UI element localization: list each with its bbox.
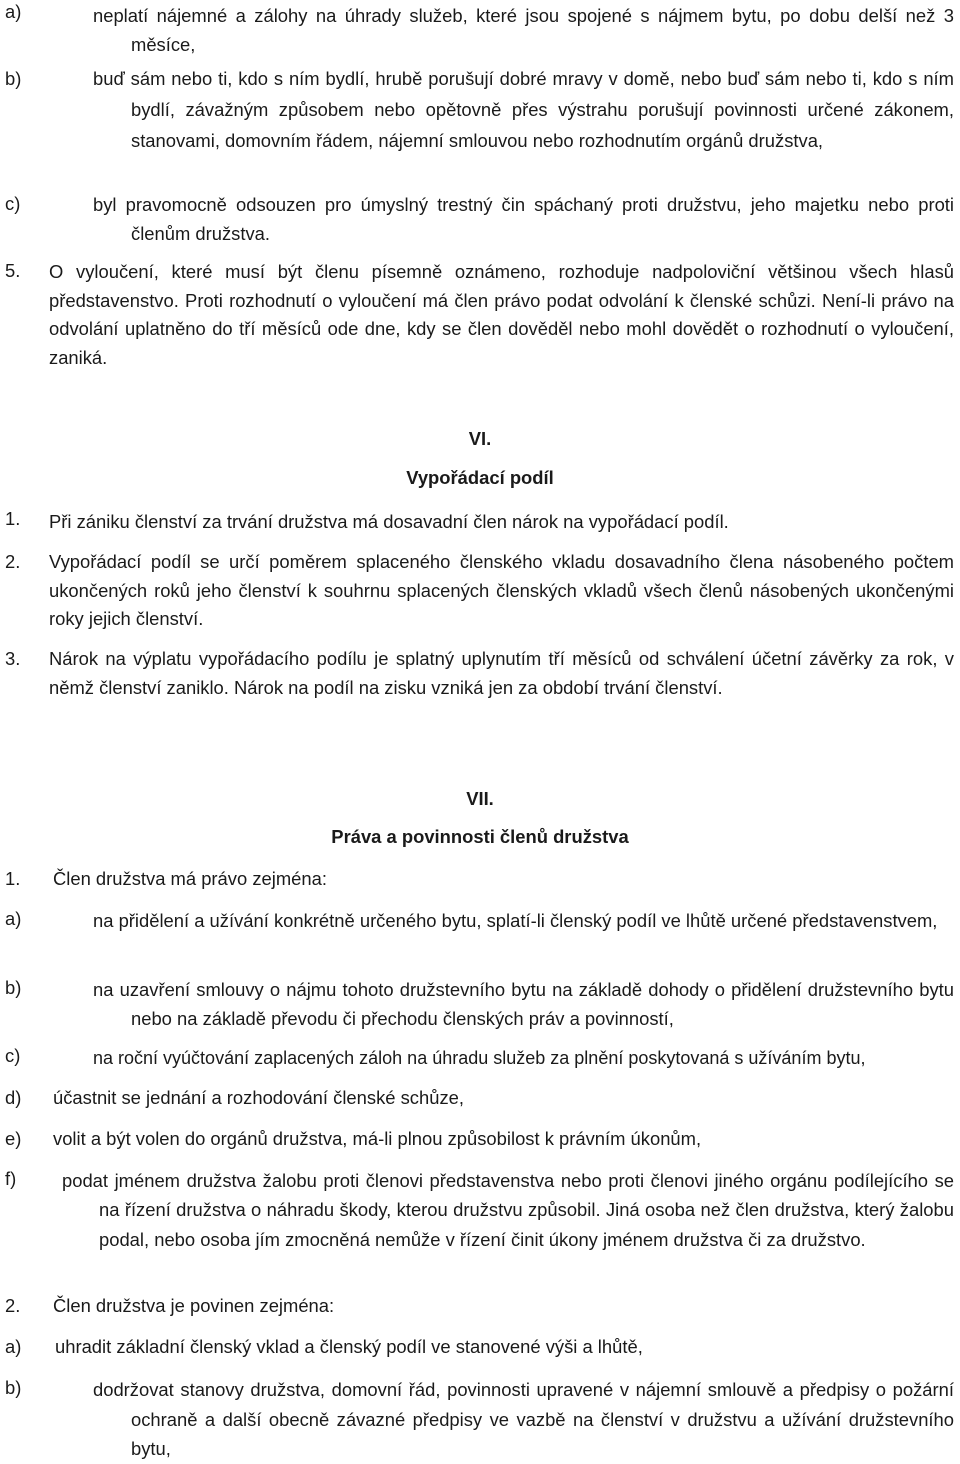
list-item-text: volit a být volen do orgánů družstva, má-li plnou způsobilost k právním úkonům, <box>53 1128 702 1149</box>
list-marker: d) <box>5 1087 22 1108</box>
point-text: Při zániku členství za trvání družstva má dosavadní člen nárok na vypořádací podíl. <box>49 511 729 532</box>
list-item-text: uhradit základní členský vklad a členský podíl ve stanovené výši a lhůtě, <box>55 1336 643 1357</box>
list-marker: b) <box>5 68 22 89</box>
list-marker: a) <box>5 1336 22 1357</box>
section-title: Práva a povinnosti členů družstva <box>331 826 629 847</box>
section-title: Vypořádací podíl <box>406 467 554 488</box>
list-item-text: buď sám nebo ti, kdo s ním bydlí, hrubě porušují dobré mravy v domě, nebo buď sám nebo ti, kdo s ním bydlí, závažným způsobem nebo opětovně přes výstrahu porušují povinnosti určené zákonem, stanovami, domovním řádem, nájemní smlouvou nebo rozhodnutím orgánů družstva, <box>93 68 954 151</box>
list-item-text: byl pravomocně odsouzen pro úmyslný trestný čin spáchaný proti družstvu, jeho majetku nebo proti členům družstva. <box>93 194 954 244</box>
list-marker: f) <box>5 1168 17 1189</box>
point-text: Nárok na výplatu vypořádacího podílu je splatný uplynutím tří měsíců od schválení účetní závěrky za rok, v němž členství zaniklo. Nárok na podíl na zisku vzniká jen za období trvání členství. <box>49 648 954 698</box>
list-marker: a) <box>5 908 22 929</box>
point-number: 1. <box>5 508 21 529</box>
list-item-text: na roční vyúčtování zaplacených záloh na úhradu služeb za plnění poskytovaná s užíváním bytu, <box>93 1048 866 1068</box>
list-marker: e) <box>5 1128 22 1149</box>
point-number: 5. <box>5 260 21 281</box>
point-number: 2. <box>5 551 21 572</box>
point-text: Vypořádací podíl se určí poměrem splaceného členského vkladu dosavadního člena násobeného počtem ukončených roků jeho členství k souhrnu splacených členských vkladů všech členů násobených ukončenými roky jejich členství. <box>49 551 954 629</box>
list-item-text: neplatí nájemné a zálohy na úhrady služeb, které jsou spojené s nájmem bytu, po dobu delší než 3 měsíce, <box>93 5 954 55</box>
list-item-text: účastnit se jednání a rozhodování členské schůze, <box>53 1087 464 1108</box>
list-marker: b) <box>5 1377 22 1398</box>
list-item-text: dodržovat stanovy družstva, domovní řád, povinnosti upravené v nájemní smlouvě a předpisy o požární ochraně a další obecně závazné předpisy ve vazbě na členství v družstvu a užívání družstevního bytu, <box>93 1379 954 1459</box>
list-item-text: na přidělení a užívání konkrétně určeného bytu, splatí-li členský podíl ve lhůtě určené představenstvem, <box>93 910 938 931</box>
section-number: VII. <box>466 788 494 809</box>
list-item-text: na uzavření smlouvy o nájmu tohoto družstevního bytu na základě dohody o přidělení družstevního bytu nebo na základě převodu či přechodu členských práv a povinností, <box>93 979 954 1029</box>
point-text: O vyloučení, které musí být členu písemně oznámeno, rozhoduje nadpoloviční většinou všech hlasů představenstvo. Proti rozhodnutí o vyloučení má člen právo podat odvolání k členské schůzi. Není-li právo na odvolání uplatněno do tří měsíců ode dne, kdy se člen dověděl nebo mohl dovědět o rozhodnutí o vyloučení, zaniká. <box>49 261 954 369</box>
list-marker: b) <box>5 977 22 998</box>
point-number: 2. <box>5 1295 21 1316</box>
list-marker: c) <box>5 1045 21 1066</box>
list-item-text: podat jménem družstva žalobu proti členovi představenstva nebo proti členovi jiného orgánu podílejícího se na řízení družstva o náhradu škody, kterou družstvu způsobil. Jiná osoba než člen družstva, který žalobu podal, nebo osoba jím zmocněná nemůže v řízení činit úkony jménem družstva či za družstvo. <box>62 1170 954 1250</box>
list-marker: a) <box>5 1 22 22</box>
point-number: 3. <box>5 648 21 669</box>
section-number: VI. <box>468 428 492 449</box>
point-text: Člen družstva má právo zejména: <box>53 868 327 889</box>
point-text: Člen družstva je povinen zejména: <box>53 1295 335 1316</box>
point-number: 1. <box>5 868 21 889</box>
list-marker: c) <box>5 193 21 214</box>
